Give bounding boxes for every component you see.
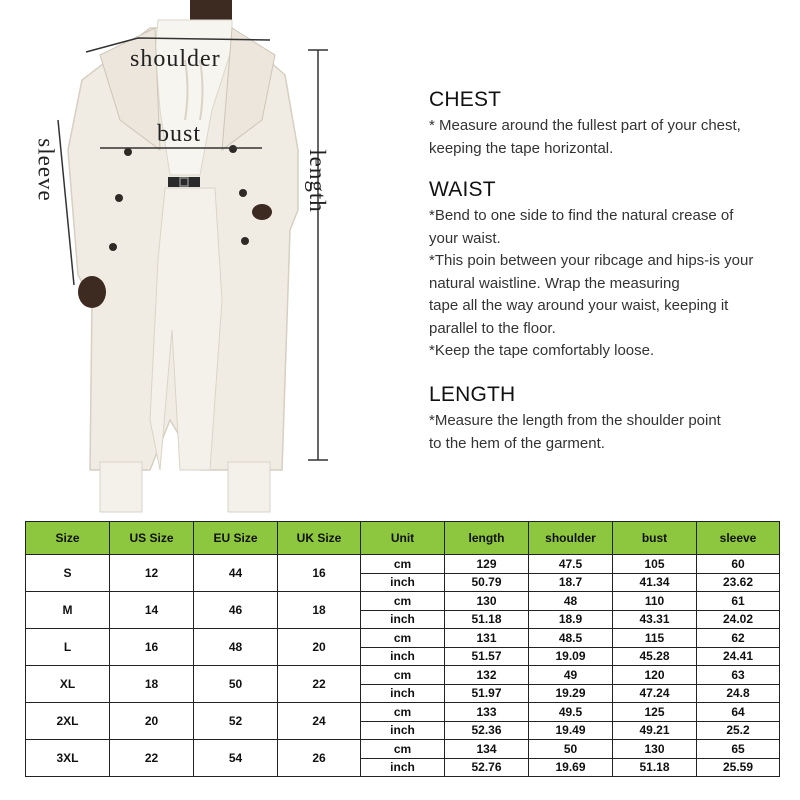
uk-size-cell: 20 — [278, 629, 361, 666]
unit-inch-cell: inch — [361, 573, 445, 592]
table-header-row — [26, 522, 780, 555]
header-us-size: US Size — [110, 522, 194, 555]
waist-text-line: *This poin between your ribcage and hips-is your — [429, 252, 754, 269]
sleeve-inch-cell: 24.02 — [697, 610, 780, 629]
length-title: LENGTH — [429, 383, 516, 406]
hand-right — [252, 204, 272, 220]
waist-text-line: your waist. — [429, 229, 501, 247]
uk-size-cell: 22 — [278, 666, 361, 703]
us-size-cell: 12 — [110, 555, 194, 592]
header-shoulder: shoulder — [529, 522, 613, 555]
shoulder-inch-cell: 19.09 — [529, 647, 613, 666]
waist-text-line: *Keep the tape comfortably loose. — [429, 342, 655, 359]
table-row — [26, 555, 780, 574]
table-row — [26, 592, 780, 611]
length-cm-cell: 129 — [445, 555, 529, 574]
header-length: length — [445, 522, 529, 555]
unit-cm-cell: cm — [361, 629, 445, 648]
bust-inch-cell: 49.21 — [613, 721, 697, 740]
unit-cm-cell: cm — [361, 555, 445, 574]
shoulder-cm-cell: 47.5 — [529, 555, 613, 574]
length-inch-cell: 51.57 — [445, 647, 529, 666]
sleeve-cm-cell: 62 — [697, 629, 780, 648]
table-row — [26, 666, 780, 685]
unit-inch-cell: inch — [361, 610, 445, 629]
bust-cm-cell: 105 — [613, 555, 697, 574]
length-cm-cell: 134 — [445, 740, 529, 759]
shoulder-inch-cell: 19.69 — [529, 758, 613, 777]
length-cm-cell: 133 — [445, 703, 529, 722]
length-inch-cell: 52.36 — [445, 721, 529, 740]
header-bust: bust — [613, 522, 697, 555]
header-unit: Unit — [361, 522, 445, 555]
bust-cm-cell: 130 — [613, 740, 697, 759]
chest-section — [429, 88, 794, 160]
sleeve-cm-cell: 63 — [697, 666, 780, 685]
bust-inch-cell: 51.18 — [613, 758, 697, 777]
eu-size-cell: 46 — [194, 592, 278, 629]
uk-size-cell: 16 — [278, 555, 361, 592]
size-cell: M — [26, 592, 110, 629]
size-cell: 2XL — [26, 703, 110, 740]
size-cell: 3XL — [26, 740, 110, 777]
length-inch-cell: 52.76 — [445, 758, 529, 777]
bust-inch-cell: 41.34 — [613, 573, 697, 592]
uk-size-cell: 18 — [278, 592, 361, 629]
bust-label: bust — [157, 121, 202, 147]
shoulder-label: shoulder — [130, 46, 221, 72]
uk-size-cell: 26 — [278, 740, 361, 777]
length-inch-cell: 51.97 — [445, 684, 529, 703]
unit-cm-cell: cm — [361, 703, 445, 722]
bust-cm-cell: 110 — [613, 592, 697, 611]
table-body — [26, 555, 780, 777]
sleeve-cm-cell: 65 — [697, 740, 780, 759]
sleeve-inch-cell: 25.2 — [697, 721, 780, 740]
us-size-cell: 20 — [110, 703, 194, 740]
length-text-line: *Measure the length from the shoulder point — [429, 412, 721, 429]
header-size: Size — [26, 522, 110, 555]
chest-text-line: * Measure around the fullest part of your chest, — [429, 117, 741, 134]
sleeve-inch-cell: 23.62 — [697, 573, 780, 592]
bust-inch-cell: 43.31 — [613, 610, 697, 629]
length-cm-cell: 132 — [445, 666, 529, 685]
shoulder-inch-cell: 19.29 — [529, 684, 613, 703]
waist-text-line: natural waistline. Wrap the measuring — [429, 274, 680, 292]
bust-cm-cell: 120 — [613, 666, 697, 685]
chest-title: CHEST — [429, 88, 502, 111]
shoulder-inch-cell: 18.9 — [529, 610, 613, 629]
size-chart-table — [25, 521, 780, 777]
eu-size-cell: 44 — [194, 555, 278, 592]
shoulder-inch-cell: 19.49 — [529, 721, 613, 740]
length-inch-cell: 50.79 — [445, 573, 529, 592]
us-size-cell: 18 — [110, 666, 194, 703]
sleeve-cm-cell: 64 — [697, 703, 780, 722]
sleeve-inch-cell: 25.59 — [697, 758, 780, 777]
table-row — [26, 629, 780, 648]
shoulder-inch-cell: 18.7 — [529, 573, 613, 592]
trouser-right-leg — [228, 462, 270, 512]
eu-size-cell: 52 — [194, 703, 278, 740]
bust-cm-cell: 115 — [613, 629, 697, 648]
eu-size-cell: 50 — [194, 666, 278, 703]
length-text-line: to the hem of the garment. — [429, 434, 605, 452]
hand-left — [78, 276, 106, 308]
unit-inch-cell: inch — [361, 647, 445, 666]
eu-size-cell: 48 — [194, 629, 278, 666]
eu-size-cell: 54 — [194, 740, 278, 777]
unit-cm-cell: cm — [361, 740, 445, 759]
us-size-cell: 22 — [110, 740, 194, 777]
length-cm-cell: 130 — [445, 592, 529, 611]
us-size-cell: 16 — [110, 629, 194, 666]
shoulder-cm-cell: 49.5 — [529, 703, 613, 722]
header-eu-size: EU Size — [194, 522, 278, 555]
shoulder-cm-cell: 50 — [529, 740, 613, 759]
unit-cm-cell: cm — [361, 666, 445, 685]
size-cell: XL — [26, 666, 110, 703]
unit-inch-cell: inch — [361, 721, 445, 740]
trouser-left-leg — [100, 462, 142, 512]
table-row — [26, 703, 780, 722]
chest-text-line: keeping the tape horizontal. — [429, 139, 614, 157]
uk-size-cell: 24 — [278, 703, 361, 740]
header-uk-size: UK Size — [278, 522, 361, 555]
waist-text-line: *Bend to one side to find the natural crease of — [429, 207, 734, 224]
sleeve-inch-cell: 24.8 — [697, 684, 780, 703]
shoulder-cm-cell: 48.5 — [529, 629, 613, 648]
unit-inch-cell: inch — [361, 684, 445, 703]
table-row — [26, 740, 780, 759]
size-cell: S — [26, 555, 110, 592]
length-cm-cell: 131 — [445, 629, 529, 648]
waist-title: WAIST — [429, 178, 496, 201]
model-figure — [0, 0, 400, 515]
length-inch-cell: 51.18 — [445, 610, 529, 629]
bust-inch-cell: 45.28 — [613, 647, 697, 666]
waist-section — [429, 178, 794, 363]
shoulder-cm-cell: 49 — [529, 666, 613, 685]
shoulder-cm-cell: 48 — [529, 592, 613, 611]
coat-illustration — [0, 0, 400, 515]
unit-inch-cell: inch — [361, 758, 445, 777]
length-section — [429, 383, 794, 455]
bust-cm-cell: 125 — [613, 703, 697, 722]
size-cell: L — [26, 629, 110, 666]
sleeve-inch-cell: 24.41 — [697, 647, 780, 666]
us-size-cell: 14 — [110, 592, 194, 629]
trousers — [150, 188, 222, 470]
unit-cm-cell: cm — [361, 592, 445, 611]
head — [190, 0, 232, 22]
sleeve-label: sleeve — [33, 138, 59, 202]
bust-inch-cell: 47.24 — [613, 684, 697, 703]
sleeve-cm-cell: 61 — [697, 592, 780, 611]
sleeve-cm-cell: 60 — [697, 555, 780, 574]
length-label: length — [304, 149, 330, 213]
waist-text-line: tape all the way around your waist, keeping it — [429, 297, 729, 314]
waist-text-line: parallel to the floor. — [429, 319, 556, 337]
header-sleeve: sleeve — [697, 522, 780, 555]
